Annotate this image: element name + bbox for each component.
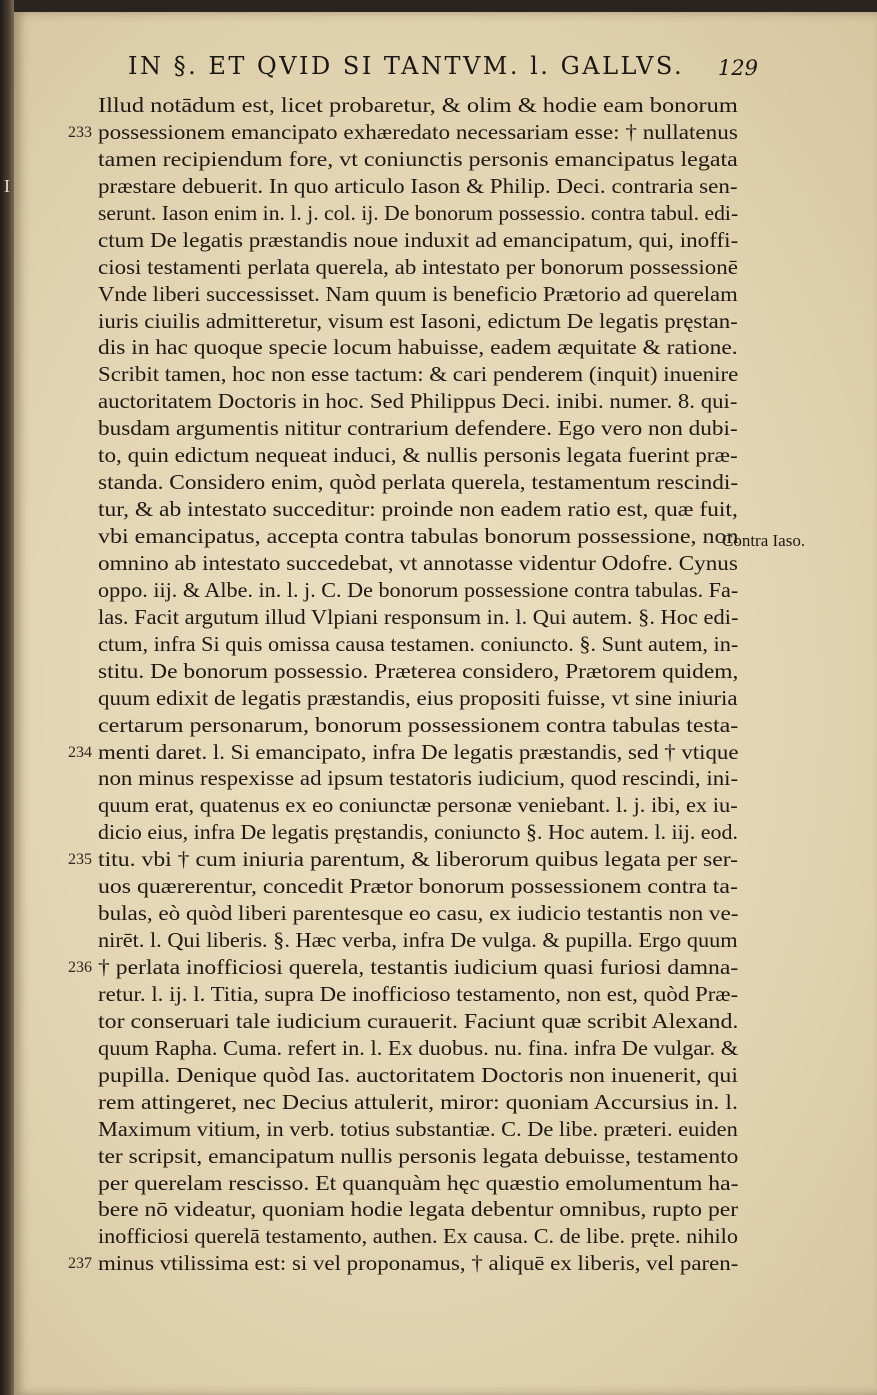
- page-number: 129: [717, 56, 758, 80]
- line-text: † perlata inofficiosi querela, testantis iudicium quasi furiosi damna-: [98, 955, 739, 979]
- margin-gloss: Contra Iaso.: [722, 531, 806, 550]
- line-text: standa. Considero enim, quòd perlata querela, testamentum rescindi-: [98, 470, 739, 495]
- text-line: [98, 1035, 738, 1062]
- line-text: inofficiosi querelā testamento, authen. Ex causa. C. de libe. pręte. nihilo: [98, 1224, 738, 1249]
- text-line: [98, 496, 738, 523]
- line-text: Vnde liberi successisset. Nam quum is beneficio Prætorio ad querelam: [98, 281, 738, 306]
- line-text: to, quin edictum nequeat induci, & nullis personis legata fuerint præ-: [98, 443, 738, 468]
- line-text: retur. l. ij. l. Titia, supra De inofficioso testamento, non est, quòd Præ-: [98, 981, 739, 1006]
- text-line: [98, 981, 738, 1008]
- text-line: [68, 1250, 739, 1277]
- line-text: quum erat, quatenus ex eo coniunctæ personæ veniebant. l. j. ibi, ex iu-: [98, 793, 738, 818]
- line-text: omnino ab intestato succedebat, vt annotasse videntur Odofre. Cynus: [98, 550, 738, 575]
- line-text: certarum personarum, bonorum possessionem contra tabulas testa-: [98, 712, 739, 737]
- text-line: [98, 685, 738, 712]
- text-line: [68, 119, 738, 146]
- line-text: ctum, infra Si quis omissa causa testamen. coniuncto. §. Sunt autem, in-: [98, 631, 739, 656]
- line-text: rem attingeret, nec Decius attulerit, miror: quoniam Accursius in. l.: [98, 1089, 738, 1114]
- line-text: ter scripsit, emancipatum nullis personis legata debuisse, testamento: [98, 1143, 739, 1168]
- text-line: [98, 200, 738, 227]
- text-line: [98, 1116, 738, 1143]
- text-line: [98, 1062, 738, 1089]
- text-line: [98, 254, 738, 281]
- text-line: [98, 146, 738, 173]
- text-line: [98, 577, 738, 604]
- paragraph-number: 236: [68, 959, 92, 976]
- text-line: [98, 388, 738, 415]
- text-line: [98, 1196, 738, 1223]
- text-line: [98, 281, 738, 308]
- line-text: menti daret. l. Si emancipato, infra De legatis præstandis, sed † vtique: [98, 739, 739, 764]
- line-text: bere nō videatur, quoniam hodie legata debentur omnibus, rupto per: [98, 1197, 739, 1222]
- paragraph-number: 237: [68, 1255, 92, 1273]
- text-line: [98, 173, 738, 200]
- text-line: [98, 1008, 738, 1035]
- line-text: per querelam rescisso. Et quanquàm hęc quæstio emolumentum ha-: [98, 1170, 739, 1195]
- line-text: serunt. Iason enim in. l. j. col. ij. De bonorum possessio. contra tabul. edi-: [98, 200, 739, 225]
- text-line: [98, 927, 738, 954]
- paragraph-number: 235: [68, 851, 92, 869]
- line-text: tamen recipiendum fore, vt coniunctis personis emancipatus legata: [98, 146, 738, 171]
- facing-page-edge-letter: I: [4, 176, 10, 196]
- text-line: [98, 1143, 738, 1170]
- line-text: auctoritatem Doctoris in hoc. Sed Philippus Deci. inibi. numer. 8. qui-: [98, 389, 738, 414]
- line-text: vbi emancipatus, accepta contra tabulas bonorum possessione, non: [98, 524, 739, 548]
- line-text: non minus respexisse ad ipsum testatoris iudicium, quod rescindi, ini-: [98, 766, 739, 791]
- line-text: quum edixit de legatis præstandis, eius propositi fuisse, vt sine iniuria: [98, 685, 738, 710]
- line-text: tur, & ab intestato succeditur: proinde non eadem ratio est, quæ fuit,: [98, 497, 738, 522]
- text-line: [98, 712, 738, 739]
- line-text: Illud notādum est, licet probaretur, & olim & hodie eam bonorum: [98, 93, 738, 117]
- text-line: [98, 658, 738, 685]
- text-line: [98, 227, 738, 254]
- text-line: [98, 550, 738, 577]
- text-line: [68, 739, 739, 766]
- text-line: [68, 954, 739, 981]
- line-text: Scribit tamen, hoc non esse tactum: & cari penderem (inquit) inuenire: [98, 362, 739, 387]
- line-text: busdam argumentis nititur contrarium defendere. Ego vero non dubi-: [98, 416, 738, 441]
- line-text: titu. vbi † cum iniuria parentum, & liberorum quibus legata per ser-: [98, 847, 739, 872]
- line-text: possessionem emancipato exhæredato necessariam esse: † nullatenus: [98, 119, 738, 144]
- text-line: [98, 900, 738, 927]
- line-text: stitu. De bonorum possessio. Præterea considero, Prætorem quidem,: [98, 658, 739, 683]
- text-line: [98, 604, 738, 631]
- paragraph-number: 233: [68, 123, 92, 141]
- line-text: quum Rapha. Cuma. refert in. l. Ex duobus. nu. fina. infra De vulgar. &: [98, 1035, 739, 1060]
- text-line: [98, 631, 738, 658]
- line-text: minus vtilissima est: si vel proponamus, † aliquē ex liberis, vel paren-: [98, 1251, 739, 1276]
- text-line: [68, 846, 739, 873]
- text-line: [98, 792, 738, 819]
- line-text: las. Facit argutum illud Vlpiani responsum in. l. Qui autem. §. Hoc edi-: [98, 604, 739, 629]
- line-text: ctum De legatis præstandis noue induxit ad emancipatum, qui, inoffi-: [98, 227, 739, 252]
- line-text: uos quærerentur, concedit Prætor bonorum possessionem contra ta-: [98, 874, 738, 899]
- main-text-block: [68, 92, 739, 1277]
- text-line: [98, 442, 738, 469]
- text-line: [98, 1170, 738, 1197]
- text-line: [98, 415, 738, 442]
- book-spine-edge: [0, 0, 14, 1395]
- line-text: Maximum vitium, in verb. totius substantiæ. C. De libe. præteri. euiden: [98, 1116, 738, 1141]
- text-line: [98, 523, 738, 550]
- line-text: præstare debuerit. In quo articulo Iason & Philip. Deci. contraria sen-: [98, 173, 738, 198]
- text-line: [98, 361, 738, 388]
- text-line: [98, 308, 738, 335]
- line-text: dis in hac quoque specie locum habuisse, eadem æquitate & ratione.: [98, 335, 738, 360]
- running-head-title: IN §. ET QVID SI TANTVM. l. GALLVS.: [128, 52, 685, 80]
- line-text: pupilla. Denique quòd Ias. auctoritatem Doctoris non inuenerit, qui: [98, 1062, 738, 1087]
- paragraph-number: 234: [68, 743, 92, 761]
- line-text: tor conseruari tale iudicium curauerit. Faciunt quæ scribit Alexand.: [98, 1008, 739, 1033]
- text-line: [98, 873, 738, 900]
- line-text: nirēt. l. Qui liberis. §. Hæc verba, infra De vulga. & pupilla. Ergo quum: [98, 928, 738, 953]
- line-text: bulas, eò quòd liberi parentesque eo casu, ex iudicio testantis non ve-: [98, 901, 739, 926]
- running-header: [118, 52, 758, 92]
- line-text: oppo. iij. & Albe. in. l. j. C. De bonorum possessione contra tabulas. Fa-: [98, 577, 739, 602]
- text-line: [98, 334, 738, 361]
- line-text: ciosi testamenti perlata querela, ab intestato per bonorum possessionē: [98, 254, 738, 279]
- text-line: [98, 765, 738, 792]
- text-line: [98, 819, 738, 846]
- text-line: [98, 1089, 738, 1116]
- line-text: dicio eius, infra De legatis pręstandis, coniuncto §. Hoc autem. l. iij. eod.: [98, 820, 738, 845]
- text-line: [98, 92, 738, 119]
- text-line: [98, 1223, 738, 1250]
- line-text: iuris ciuilis admitteretur, visum est Iasoni, edictum De legatis pręstan-: [98, 308, 738, 333]
- text-line: [98, 469, 738, 496]
